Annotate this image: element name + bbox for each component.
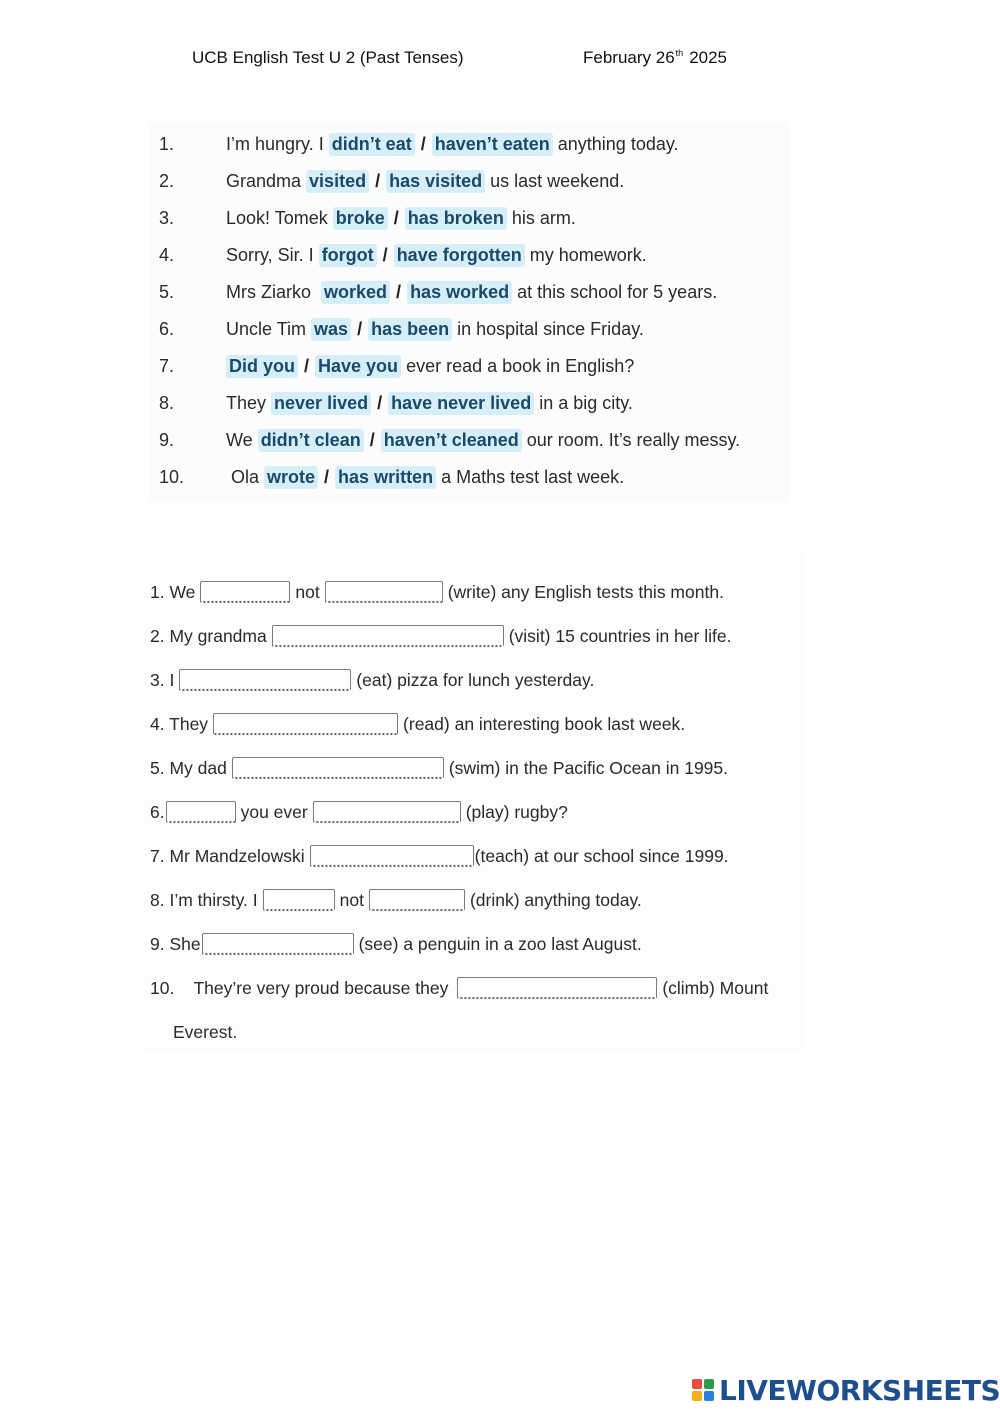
option-separator: / (369, 429, 375, 450)
gap-item (150, 619, 731, 653)
gap-text: not (339, 889, 364, 910)
option-past-simple[interactable]: wrote (264, 466, 318, 489)
gap-text: (climb) Mount (662, 977, 769, 998)
gap-text: Everest. (173, 1021, 238, 1042)
gap-text: 7. Mr Mandzelowski (150, 845, 305, 866)
gap-text: 4. They (150, 713, 209, 734)
choice-item (150, 422, 740, 458)
option-past-simple[interactable]: never lived (271, 392, 371, 415)
item-number: 6. (159, 318, 175, 339)
exercise-choose-correct-form (150, 122, 790, 502)
option-past-simple[interactable]: worked (321, 281, 390, 304)
sentence-start: Sorry, Sir. I (226, 244, 319, 265)
choice-item (150, 385, 633, 421)
choice-item (150, 274, 717, 310)
gap-text: 3. I (150, 669, 175, 690)
sentence-end: my homework. (524, 244, 647, 265)
answer-input[interactable] (213, 713, 398, 735)
gap-text: you ever (240, 801, 308, 822)
sentence-start: Mrs Ziarko (226, 281, 322, 302)
gap-text: 6. (150, 801, 165, 822)
item-number: 5. (159, 281, 175, 302)
answer-input[interactable] (200, 581, 290, 603)
option-past-simple[interactable]: Did you (226, 355, 298, 378)
gap-text: (swim) in the Pacific Ocean in 1995. (448, 757, 729, 778)
item-number: 2. (159, 170, 175, 191)
option-past-simple[interactable]: didn’t clean (258, 429, 364, 452)
option-separator: / (382, 244, 388, 265)
date-main: February 26 (583, 48, 675, 67)
logo-square-icon (704, 1379, 714, 1389)
gap-item (150, 839, 729, 873)
sentence-end: a Maths test last week. (436, 466, 625, 487)
item-number: 1. (159, 133, 175, 154)
gap-item (150, 927, 642, 961)
option-separator: / (304, 355, 310, 376)
option-present-perfect[interactable]: have never lived (388, 392, 534, 415)
worksheet-title: UCB English Test U 2 (Past Tenses) (192, 48, 464, 67)
exercise-gap-fill (143, 552, 803, 1052)
gap-text: not (295, 581, 320, 602)
sentence-end: anything today. (552, 133, 679, 154)
gap-item (150, 751, 728, 785)
item-number: 8. (159, 392, 175, 413)
answer-input[interactable] (457, 977, 657, 999)
logo-mark-icon (692, 1379, 716, 1403)
sentence-end: our room. It’s really messy. (521, 429, 741, 450)
gap-text: (play) rugby? (465, 801, 568, 822)
choice-item (150, 200, 576, 236)
option-present-perfect[interactable]: has visited (386, 170, 485, 193)
option-separator: / (420, 133, 426, 154)
item-number: 3. (159, 207, 175, 228)
option-present-perfect[interactable]: has broken (405, 207, 507, 230)
liveworksheets-logo (692, 1374, 1000, 1407)
answer-input[interactable] (166, 801, 236, 823)
item-number: 9. (159, 429, 175, 450)
option-past-simple[interactable]: was (311, 318, 351, 341)
worksheet-date (583, 48, 727, 68)
sentence-start: I’m hungry. I (226, 133, 329, 154)
item-number: 10. (159, 466, 185, 487)
option-present-perfect[interactable]: has written (335, 466, 436, 489)
gap-text: 1. We (150, 581, 196, 602)
logo-square-icon (704, 1391, 714, 1401)
logo-square-icon (692, 1379, 702, 1389)
sentence-start: Grandma (226, 170, 307, 191)
option-separator: / (377, 392, 383, 413)
sentence-end: at this school for 5 years. (512, 281, 718, 302)
option-present-perfect[interactable]: has been (368, 318, 452, 341)
item-number: 7. (159, 355, 175, 376)
option-past-simple[interactable]: didn’t eat (329, 133, 415, 156)
sentence-start: They (226, 392, 272, 413)
gap-item (150, 883, 642, 917)
sentence-end: in hospital since Friday. (452, 318, 644, 339)
item-number: 4. (159, 244, 175, 265)
gap-item-continuation (173, 1015, 237, 1049)
option-present-perfect[interactable]: have forgotten (394, 244, 525, 267)
answer-input[interactable] (202, 933, 354, 955)
sentence-end: in a big city. (534, 392, 633, 413)
option-separator: / (393, 207, 399, 228)
choice-item (150, 237, 647, 273)
answer-input[interactable] (232, 757, 444, 779)
option-separator: / (375, 170, 381, 191)
gap-text: (drink) anything today. (469, 889, 642, 910)
choice-item (150, 459, 624, 495)
answer-input[interactable] (272, 625, 504, 647)
sentence-start: Uncle Tim (226, 318, 312, 339)
option-present-perfect[interactable]: haven’t eaten (432, 133, 553, 156)
answer-input[interactable] (313, 801, 461, 823)
gap-text: 10. They’re very proud because they (150, 977, 449, 998)
option-past-simple[interactable]: broke (333, 207, 388, 230)
sentence-start: Look! Tomek (226, 207, 333, 228)
gap-text: (visit) 15 countries in her life. (508, 625, 732, 646)
choice-item (150, 126, 679, 162)
option-present-perfect[interactable]: haven’t cleaned (381, 429, 522, 452)
answer-input[interactable] (263, 889, 335, 911)
choice-item (150, 311, 644, 347)
choice-item (150, 163, 624, 199)
answer-input[interactable] (369, 889, 465, 911)
sentence-end: us last weekend. (485, 170, 625, 191)
gap-item (150, 575, 724, 609)
date-year: 2025 (689, 48, 728, 67)
option-past-simple[interactable]: visited (306, 170, 369, 193)
option-separator: / (357, 318, 363, 339)
logo-text: LIVEWORKSHEETS (719, 1374, 1000, 1407)
choice-item (150, 348, 634, 384)
option-past-simple[interactable]: forgot (319, 244, 377, 267)
gap-text: 5. My dad (150, 757, 227, 778)
date-suffix: th (675, 48, 684, 58)
sentence-end: ever read a book in English? (401, 355, 635, 376)
option-separator: / (396, 281, 402, 302)
gap-text: (write) any English tests this month. (447, 581, 724, 602)
answer-input[interactable] (325, 581, 443, 603)
gap-text: (read) an interesting book last week. (403, 713, 686, 734)
answer-input[interactable] (179, 669, 351, 691)
gap-text: (eat) pizza for lunch yesterday. (356, 669, 595, 690)
logo-square-icon (692, 1391, 702, 1401)
gap-text: (see) a penguin in a zoo last August. (358, 933, 642, 954)
gap-text: 9. She (150, 933, 201, 954)
option-present-perfect[interactable]: Have you (315, 355, 401, 378)
gap-text: 8. I’m thirsty. I (150, 889, 258, 910)
sentence-start: We (226, 429, 258, 450)
sentence-start: Ola (226, 466, 265, 487)
gap-text: (teach) at our school since 1999. (474, 845, 729, 866)
gap-text: 2. My grandma (150, 625, 267, 646)
sentence-end: his arm. (506, 207, 576, 228)
gap-item (150, 663, 594, 697)
answer-input[interactable] (310, 845, 474, 867)
gap-item (150, 707, 685, 741)
option-present-perfect[interactable]: has worked (407, 281, 512, 304)
option-separator: / (324, 466, 330, 487)
gap-item (150, 795, 568, 829)
gap-item (150, 971, 768, 1005)
